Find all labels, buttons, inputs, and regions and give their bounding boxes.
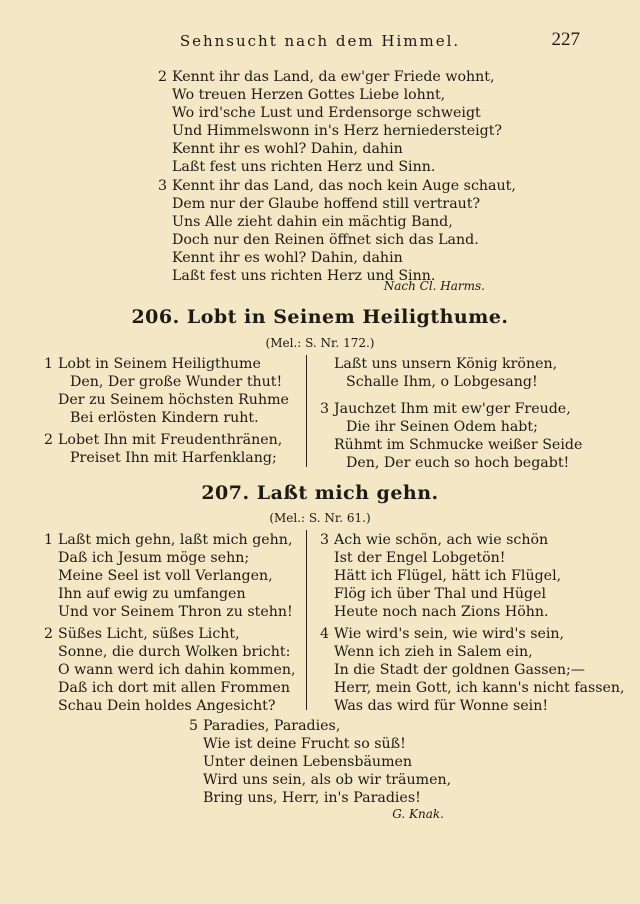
verse-line: Ist der Engel Lobgetön! <box>334 550 506 566</box>
verse-1 <box>44 355 289 427</box>
verse-line: Hätt ich Flügel, hätt ich Flügel, <box>334 568 562 584</box>
melody-reference: (Mel.: S. Nr. 61.) <box>269 511 371 525</box>
verse-line: Schau Dein holdes Angesicht? <box>58 698 276 714</box>
verse-line: Und Himmelswonn in's Herz herniedersteigt? <box>172 123 503 139</box>
verse-line: Preiset Ihn mit Harfenklang; <box>70 450 277 466</box>
verse-number: 3 <box>320 532 330 548</box>
verse-line: O wann werd ich dahin kommen, <box>58 662 296 678</box>
verse-line: Laßt fest uns richten Herz und Sinn. <box>172 159 436 175</box>
verse-line: Kennt ihr es wohl? Dahin, dahin <box>172 250 403 266</box>
verse-line: Schalle Ihm, o Lobgesang! <box>346 374 538 390</box>
melody-reference: (Mel.: S. Nr. 172.) <box>265 336 375 350</box>
verse-1 <box>44 531 293 621</box>
verse-line: Jauchzet Ihm mit ew'ger Freude, <box>334 401 571 417</box>
verse-line: Wie wird's sein, wie wird's sein, <box>334 626 565 642</box>
prev-verse-2 <box>158 68 503 176</box>
verse-line: Herr, mein Gott, ich kann's nicht fassen, <box>334 680 625 696</box>
verse-line: Wird uns sein, als ob wir träumen, <box>203 772 452 788</box>
verse-line: Ach wie schön, ach wie schön <box>334 532 549 548</box>
verse-2 <box>44 431 283 467</box>
column-divider <box>306 530 307 710</box>
verse-line: Süßes Licht, süßes Licht, <box>58 626 240 642</box>
verse-line: Flög ich über Thal und Hügel <box>334 586 547 602</box>
verse-line: Paradies, Paradies, <box>203 718 341 734</box>
verse-line: Wo ird'sche Lust und Erdensorge schweigt <box>172 105 481 121</box>
verse-line: Wie ist deine Frucht so süß! <box>203 736 406 752</box>
hymn-title: 206. Lobt in Seinem Heiligthume. <box>131 306 509 328</box>
verse-number: 2 <box>44 626 54 642</box>
verse-line: Ihn auf ewig zu umfangen <box>58 586 246 602</box>
hymn-title: 207. Laßt mich gehn. <box>201 482 439 504</box>
verse-number: 4 <box>320 626 330 642</box>
verse-3 <box>320 531 562 621</box>
verse-5 <box>189 717 452 807</box>
verse-line: Was das wird für Wonne sein! <box>334 698 549 714</box>
verse-line: Lobet Ihn mit Freudenthränen, <box>58 432 283 448</box>
verse-line: Die ihr Seinen Odem habt; <box>346 419 538 435</box>
verse-line: Kennt ihr das Land, das noch kein Auge schaut, <box>172 178 516 194</box>
attribution: G. Knak. <box>392 807 444 821</box>
verse-line: Wenn ich zieh in Salem ein, <box>334 644 533 660</box>
verse-line: Daß ich Jesum möge sehn; <box>58 550 250 566</box>
verse-line: Der zu Seinem höchsten Ruhme <box>58 392 289 408</box>
verse-line: Dem nur der Glaube hoffend still vertraut? <box>172 196 481 212</box>
verse-line: Laßt mich gehn, laßt mich gehn, <box>58 532 293 548</box>
verse-line: Uns Alle zieht dahin ein mächtig Band, <box>172 214 453 230</box>
verse-number: 1 <box>44 356 54 372</box>
verse-line: Daß ich dort mit allen Frommen <box>58 680 290 696</box>
verse-2 <box>44 625 296 715</box>
verse-line: Sonne, die durch Wolken bricht: <box>58 644 291 660</box>
verse-line: Kennt ihr das Land, da ew'ger Friede wohnt, <box>172 69 495 85</box>
verse-number: 3 <box>158 178 168 194</box>
verse-number: 2 <box>44 432 54 448</box>
verse-3 <box>320 400 583 472</box>
verse-line: Lobt in Seinem Heiligthume <box>58 356 261 372</box>
column-divider <box>306 355 307 467</box>
verse-line: Meine Seel ist voll Verlangen, <box>58 568 273 584</box>
verse-line: Bring uns, Herr, in's Paradies! <box>203 790 421 806</box>
verse-line: In die Stadt der goldnen Gassen;— <box>334 662 585 678</box>
verse-number: 2 <box>158 69 168 85</box>
verse-line: Den, Der euch so hoch begabt! <box>346 455 570 471</box>
verse-4 <box>320 625 625 715</box>
attribution: Nach Cl. Harms. <box>383 279 485 293</box>
verse-line: Und vor Seinem Thron zu stehn! <box>58 604 293 620</box>
verse-2-continued <box>334 355 557 391</box>
verse-line: Wo treuen Herzen Gottes Liebe lohnt, <box>172 87 446 103</box>
verse-line: Laßt uns unsern König krönen, <box>334 356 558 372</box>
verse-line: Heute noch nach Zions Höhn. <box>334 604 549 620</box>
verse-line: Laßt fest uns richten Herz und Sinn. <box>172 268 436 284</box>
verse-number: 1 <box>44 532 54 548</box>
verse-line: Bei erlösten Kindern ruht. <box>70 410 259 426</box>
verse-line: Rühmt im Schmucke weißer Seide <box>334 437 583 453</box>
verse-number: 3 <box>320 401 330 417</box>
verse-line: Den, Der große Wunder thut! <box>70 374 283 390</box>
running-title: Sehnsucht nach dem Himmel. <box>179 32 461 50</box>
page-number: 227 <box>551 29 580 50</box>
prev-verse-3 <box>158 177 516 285</box>
verse-line: Unter deinen Lebensbäumen <box>203 754 413 770</box>
verse-line: Doch nur den Reinen öffnet sich das Land. <box>172 232 479 248</box>
verse-number: 5 <box>189 718 199 734</box>
verse-line: Kennt ihr es wohl? Dahin, dahin <box>172 141 403 157</box>
